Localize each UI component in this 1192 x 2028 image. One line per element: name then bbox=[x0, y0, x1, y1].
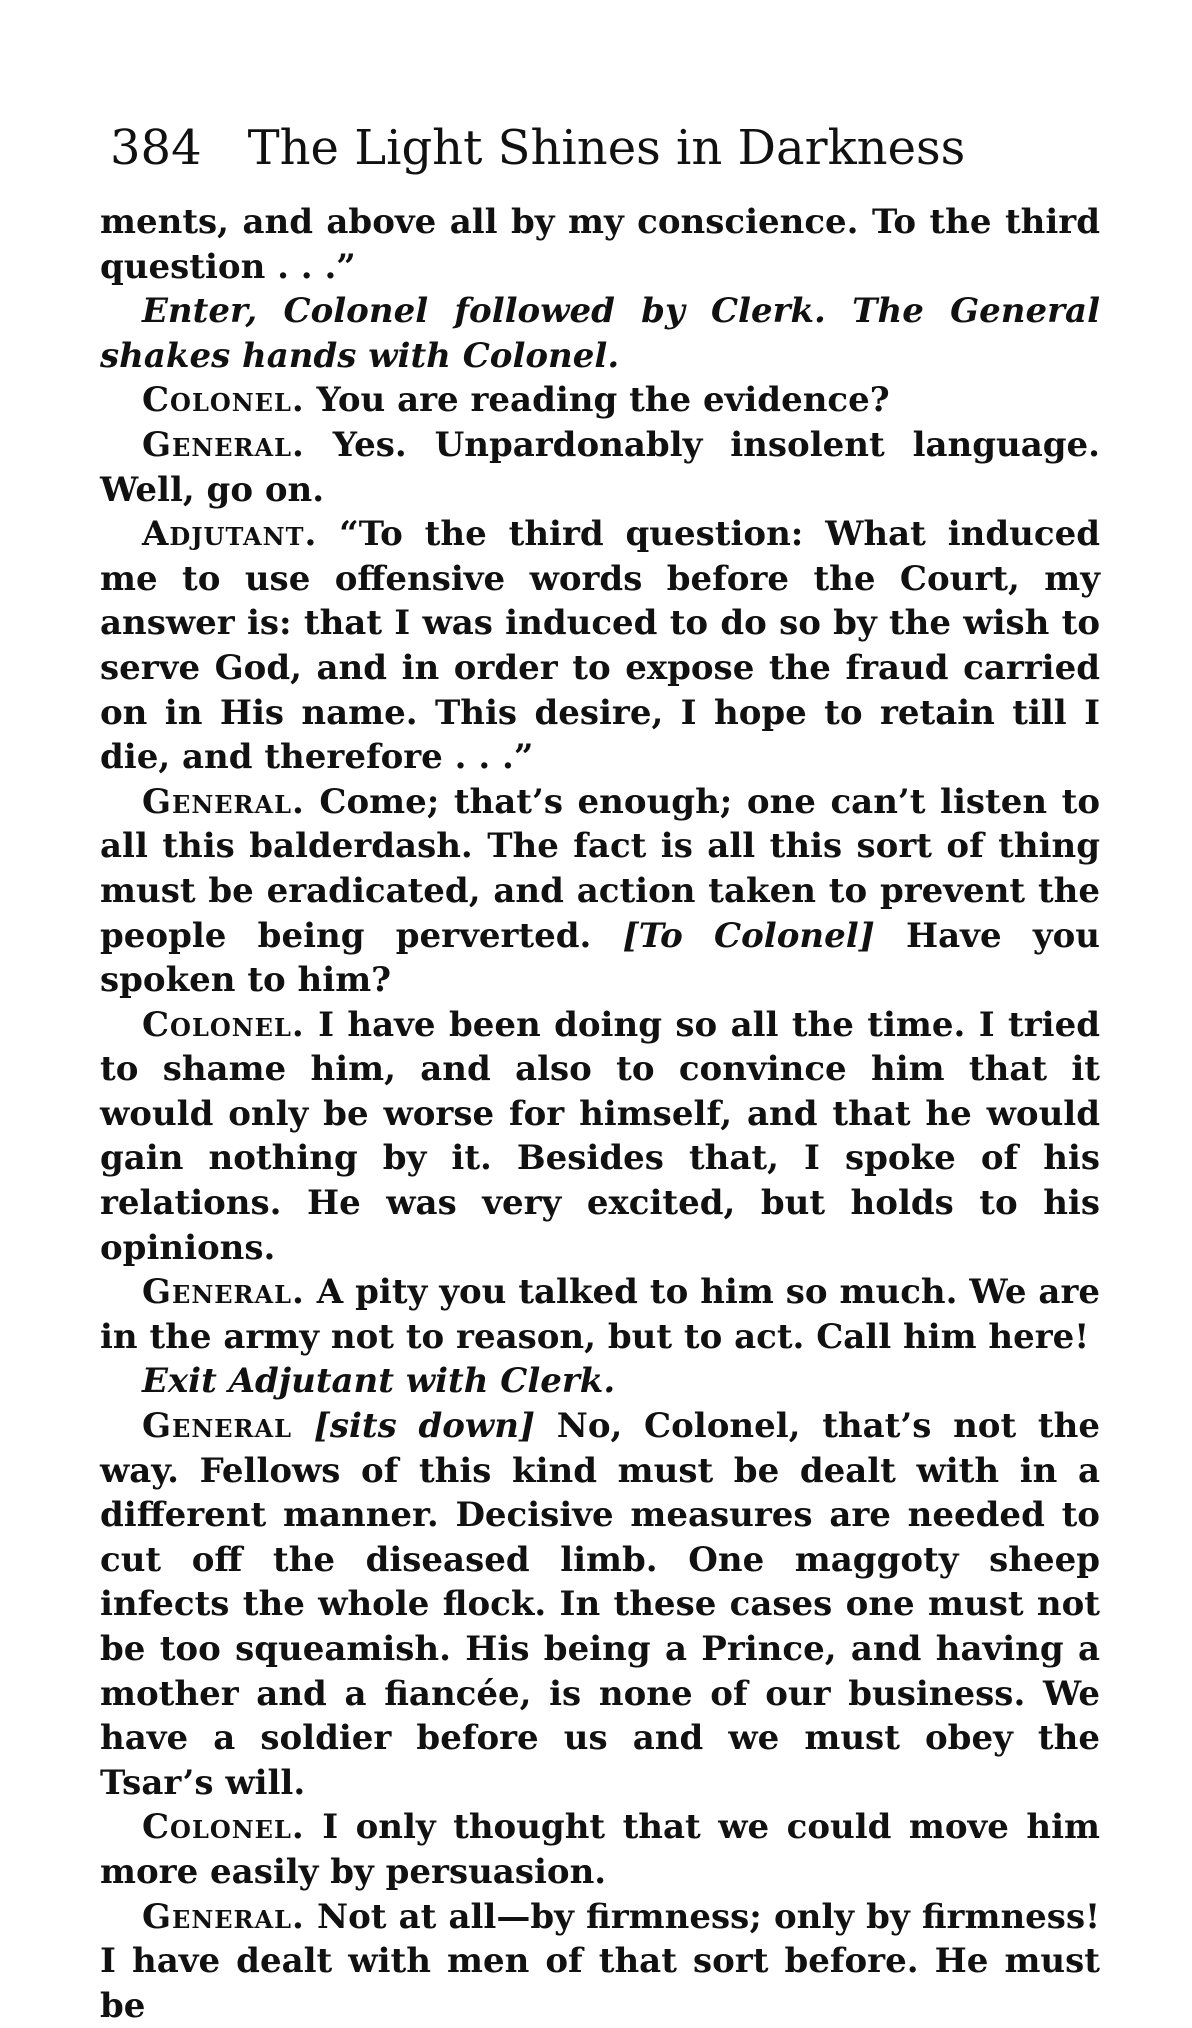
speech-text-after: Have you spoken to him? bbox=[100, 915, 1100, 1001]
running-header bbox=[110, 118, 1010, 178]
speaker-name: General. bbox=[142, 781, 305, 822]
speaker-name: Colonel. bbox=[142, 380, 305, 421]
speech-paragraph bbox=[100, 512, 1100, 780]
stage-direction bbox=[100, 289, 1100, 378]
speaker-name: Adjutant. bbox=[142, 514, 318, 555]
speech-text: Not at all—by firmness; only by firmness! I have dealt with men of that sort before. He must be bbox=[100, 1896, 1101, 2026]
speech-text: I only thought that we could move him more easily by persuasion. bbox=[100, 1807, 1100, 1892]
continuation-paragraph bbox=[100, 200, 1100, 289]
speech-paragraph bbox=[100, 378, 1100, 423]
speech-paragraph bbox=[100, 1404, 1100, 1805]
speech-paragraph bbox=[100, 1270, 1100, 1359]
inline-stage-direction: [To Colonel] bbox=[622, 915, 875, 956]
speaker-name: General. bbox=[142, 1272, 305, 1313]
speech-text: You are reading the evidence? bbox=[316, 380, 890, 421]
speech-text: A pity you talked to him so much. We are in the army not to reason, but to act. Call him here! bbox=[100, 1272, 1100, 1357]
body-text bbox=[100, 200, 1100, 2028]
stage-direction bbox=[100, 1359, 1100, 1404]
speaker-name: Colonel. bbox=[142, 1807, 305, 1848]
speech-text: No, Colonel, that’s not the way. Fellows of this kind must be dealt with in a different manner. Decisive measures are needed to cut off the diseased limb. One maggoty sheep infects the whole flock. In these cases one must not be too squeamish. His being a Prince, and having a mother and a fiancée, is none of our business. We have a soldier before us and we must obey the Tsar’s will. bbox=[100, 1406, 1100, 1803]
speech-paragraph bbox=[100, 780, 1100, 1003]
speech-text: Come; that’s enough; one can’t listen to all this balderdash. The fact is all this sort of thing must be eradicated, and action taken to prevent the people being perverted. bbox=[100, 781, 1100, 956]
speech-paragraph bbox=[100, 1003, 1100, 1271]
inline-stage-direction: [sits down] bbox=[313, 1406, 535, 1447]
page-number: 384 bbox=[110, 120, 202, 176]
speech-paragraph bbox=[100, 423, 1100, 512]
speech-paragraph bbox=[100, 1805, 1100, 1894]
speaker-name: General. bbox=[142, 424, 305, 465]
speech-text: “To the third question: What induced me to use offensive words before the Court, my answer is: that I was induced to do so by the wish to serve God, and in order to expose the fraud carried on in His name. This desire, I hope to retain till I die, and therefore . . .” bbox=[100, 514, 1100, 778]
running-title: The Light Shines in Darkness bbox=[247, 120, 966, 176]
speaker-name: General bbox=[142, 1406, 293, 1447]
speaker-name: General. bbox=[142, 1896, 305, 1937]
paragraph-text: ments, and above all by my conscience. To the third question . . .” bbox=[100, 202, 1100, 287]
speech-text: I have been doing so all the time. I tried to shame him, and also to convince him that it would only be worse for himself, and that he would gain nothing by it. Besides that, I spoke of his relations. He was very excited, but holds to his opinions. bbox=[100, 1004, 1100, 1268]
stage-direction-text: Enter, Colonel followed by Clerk. The General shakes hands with Colonel. bbox=[100, 291, 1100, 376]
stage-direction-text: Exit Adjutant with Clerk. bbox=[142, 1361, 616, 1402]
speech-text: Yes. Unpardonably insolent language. Well, go on. bbox=[100, 424, 1101, 510]
speaker-name: Colonel. bbox=[142, 1004, 305, 1045]
speech-paragraph bbox=[100, 1895, 1100, 2028]
